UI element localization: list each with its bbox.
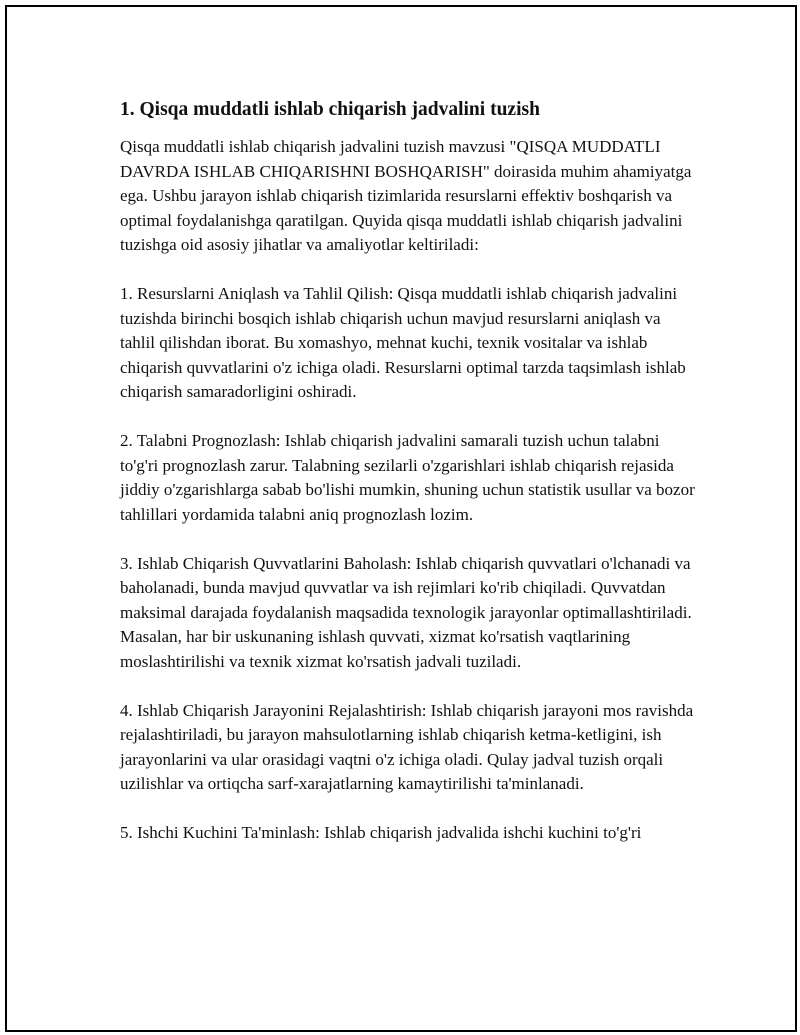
paragraph-5-workforce: 5. Ishchi Kuchini Ta'minlash: Ishlab chiqarish jadvalida ishchi kuchini to'g'ri [120, 823, 642, 842]
paragraph-3-capacity: 3. Ishlab Chiqarish Quvvatlarini Baholash: Ishlab chiqarish quvvatlari o'lchanadi va baholanadi, bunda mavjud quvvatlar va ish rejimlari ko'rib chiqiladi. Quvvatdan maksimal darajada foydalanish maqsadida texnologik jarayonlar optimallashtiriladi. Masalan, har bir uskunaning ishlash quvvati, xizmat ko'rsatish vaqtlarining moslashtirilishi va texnik xizmat ko'rsatish jadvali tuziladi. [120, 553, 692, 671]
document-body [120, 97, 695, 870]
section-title: 1. Qisqa muddatli ishlab chiqarish jadvalini tuzish [120, 99, 540, 120]
document-page [5, 5, 797, 1032]
intro-paragraph: Qisqa muddatli ishlab chiqarish jadvalini tuzish mavzusi "QISQA MUDDATLI DAVRDA ISHLAB CHIQARISHNI BOSHQARISH" doirasida muhim ahamiyatga ega. Ushbu jarayon ishlab chiqarish tizimlarida resurslarni effektiv boshqarish va optimal foydalanishga qaratilgan. Quyida qisqa muddatli ishlab chiqarish jadvalini tuzishga oid asosiy jihatlar va amaliyotlar keltiriladi: [120, 137, 692, 254]
paragraph-4-planning: 4. Ishlab Chiqarish Jarayonini Rejalashtirish: Ishlab chiqarish jarayoni mos ravishda rejalashtiriladi, bu jarayon mahsulotlarning ishlab chiqarish ketma-ketligini, ish jarayonlarini va ular orasidagi vaqtni o'z ichiga oladi. Qulay jadval tuzish orqali uzilishlar va ortiqcha sarf-xarajatlarning kamaytirilishi ta'minlanadi. [120, 700, 694, 793]
paragraph-1-resources: 1. Resurslarni Aniqlash va Tahlil Qilish: Qisqa muddatli ishlab chiqarish jadvalini tuzishda birinchi bosqich ishlab chiqarish uchun mavjud resurslarni aniqlash va tahlil qilishdan iborat. Bu xomashyo, mehnat kuchi, texnik vositalar va ishlab chiqarish quvvatlarini o'z ichiga oladi. Resurslarni optimal tarzda taqsimlash ishlab chiqarish samaradorligini oshiradi. [120, 284, 686, 401]
paragraph-2-demand: 2. Talabni Prognozlash: Ishlab chiqarish jadvalini samarali tuzish uchun talabni to'g'ri prognozlash zarur. Talabning sezilarli o'zgarishlari ishlab chiqarish rejasida jiddiy o'zgarishlarga sabab bo'lishi mumkin, shuning uchun statistik usullar va bozor tahlillari yordamida talabni aniq prognozlash lozim. [120, 431, 695, 524]
